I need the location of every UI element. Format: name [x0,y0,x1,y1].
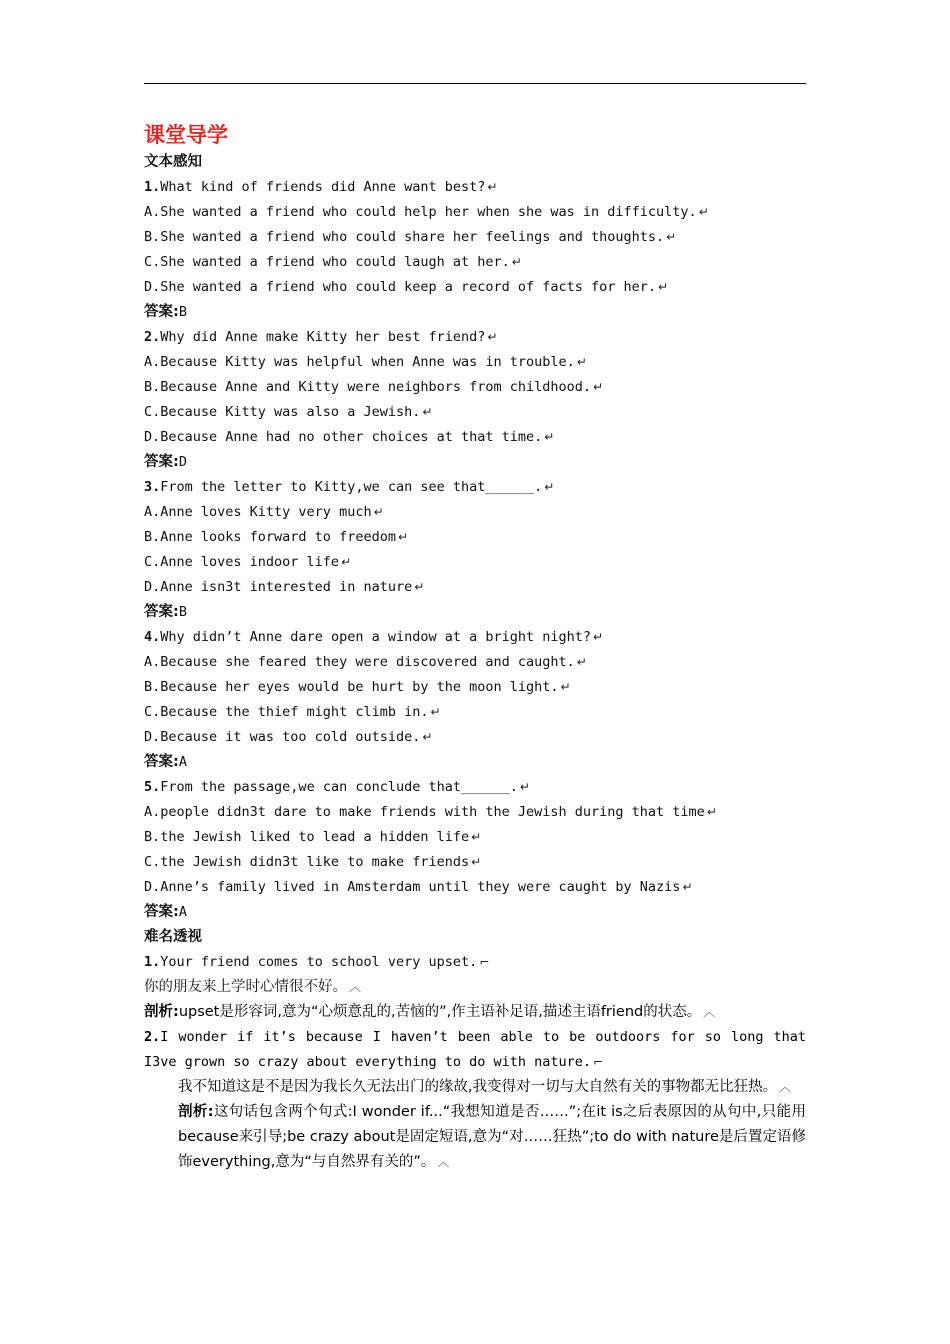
paragraph-mark-icon: ↵ [698,205,709,219]
option-text: C.She wanted a friend who could laugh at her. [144,254,510,270]
sentence-text: I wonder if it’s because I haven’t been able to be outdoors for so long that I3ve grown so crazy about everything to do with nature. [144,1029,806,1070]
option-c [144,400,806,425]
answer-value: A [178,904,187,920]
paragraph-mark-icon: ↵ [430,705,441,719]
answer-line [144,750,806,775]
analysis-text: 这句话包含两个句式:I wonder if...“我想知道是否……”;在it is之后表原因的从句中,只能用because来引导;be crazy about是固定短语,意为“对……狂热”;to do with nature是后置定语修饰everything,意为“与自然界有关的”。 [178,1104,806,1170]
sentence-number: 1. [144,954,161,970]
paragraph-mark-icon: ↵ [682,880,693,894]
answer-label: 答案: [144,604,179,620]
analysis-label: 剖析: [144,1004,179,1020]
option-text: D.Because Anne had no other choices at that time. [144,429,543,445]
fold-mark-icon: ︿ [349,980,362,994]
option-text: B.Because Anne and Kitty were neighbors from childhood. [144,379,592,395]
option-text: A.Because Kitty was helpful when Anne was in trouble. [144,354,575,370]
option-d [144,875,806,900]
answer-label: 答案: [144,754,179,770]
answer-label: 答案: [144,904,179,920]
translation-text: 我不知道这是不是因为我长久无法出门的缘故,我变得对一切与大自然有关的事物都无比狂热。 [178,1079,778,1095]
paragraph-mark-icon: ↵ [341,555,352,569]
option-a [144,500,806,525]
answer-line [144,300,806,325]
sentence-1-chinese [144,975,806,1000]
paragraph-mark-icon: ↵ [373,505,384,519]
answer-label: 答案: [144,454,179,470]
question-number: 3. [144,479,161,495]
paragraph-mark-icon: ↵ [576,655,587,669]
option-a [144,800,806,825]
fold-mark-icon: ︿ [779,1080,792,1094]
answer-line [144,600,806,625]
answer-line [144,900,806,925]
sentence-2-chinese [144,1075,806,1100]
answer-value: D [178,454,187,470]
option-text: C.the Jewish didn3t like to make friends [144,854,470,870]
paragraph-mark-icon: ↵ [544,480,555,494]
question-number: 4. [144,629,161,645]
paragraph-mark-icon: ↵ [487,180,498,194]
question-1 [144,175,806,200]
fold-mark-icon: ︿ [703,1005,716,1019]
paragraph-mark-icon: ↵ [511,255,522,269]
section-heading-text-perception: 文本感知 [144,154,202,170]
option-text: D.Anne’s family lived in Amsterdam until they were caught by Nazis [144,879,681,895]
paragraph-mark-icon: ↵ [560,680,571,694]
question-2 [144,325,806,350]
option-d [144,275,806,300]
analysis-text: upset是形容词,意为“心烦意乱的,苦恼的”,作主语补足语,描述主语friend的状态。 [178,1004,702,1020]
paragraph-mark-icon: ↵ [666,230,677,244]
paragraph-mark-icon: ↵ [593,630,604,644]
sentence-2-analysis [144,1100,806,1175]
option-d [144,575,806,600]
document-body [144,120,806,1175]
option-b [144,675,806,700]
answer-value: A [178,754,187,770]
option-text: C.Anne loves indoor life [144,554,340,570]
sentence-1-english [144,950,806,975]
option-d [144,425,806,450]
question-number: 1. [144,179,161,195]
line-mark-icon: ⌐ [479,955,490,969]
question-text: From the letter to Kitty,we can see that______. [160,479,543,495]
option-text: A.Because she feared they were discovered and caught. [144,654,575,670]
question-number: 2. [144,329,161,345]
fold-mark-icon: ︿ [437,1155,450,1169]
option-c [144,250,806,275]
paragraph-mark-icon: ↵ [576,355,587,369]
paragraph-mark-icon: ↵ [519,780,530,794]
option-text: A.people didn3t dare to make friends with the Jewish during that time [144,804,705,820]
line-mark-icon: ⌐ [593,1055,604,1069]
option-text: B.Anne looks forward to freedom [144,529,396,545]
answer-line [144,450,806,475]
paragraph-mark-icon: ↵ [414,580,425,594]
paragraph-mark-icon: ↵ [706,805,717,819]
paragraph-mark-icon: ↵ [544,430,555,444]
option-text: D.She wanted a friend who could keep a record of facts for her. [144,279,657,295]
option-b [144,225,806,250]
option-c [144,850,806,875]
paragraph-mark-icon: ↵ [397,530,409,544]
option-text: B.the Jewish liked to lead a hidden life [144,829,470,845]
option-c [144,700,806,725]
answer-label: 答案: [144,304,179,320]
sentence-1-analysis [144,1000,806,1025]
question-4 [144,625,806,650]
option-d [144,725,806,750]
paragraph-mark-icon: ↵ [422,730,433,744]
option-b [144,375,806,400]
paragraph-mark-icon: ↵ [487,330,498,344]
option-text: B.Because her eyes would be hurt by the moon light. [144,679,559,695]
question-number: 5. [144,779,161,795]
option-b [144,525,806,550]
option-a [144,200,806,225]
option-text: A.She wanted a friend who could help her when she was in difficulty. [144,204,697,220]
analysis-label: 剖析: [178,1104,214,1120]
question-5 [144,775,806,800]
header-rule [144,83,806,84]
question-text: Why did Anne make Kitty her best friend? [160,329,486,345]
option-text: B.She wanted a friend who could share her feelings and thoughts. [144,229,665,245]
paragraph-mark-icon: ↵ [422,405,433,419]
option-text: D.Anne isn3t interested in nature [144,579,413,595]
sentence-text: Your friend comes to school very upset. [160,954,478,970]
option-text: A.Anne loves Kitty very much [144,504,372,520]
option-b [144,825,806,850]
option-a [144,650,806,675]
paragraph-mark-icon: ↵ [593,380,604,394]
option-c [144,550,806,575]
option-text: C.Because the thief might climb in. [144,704,429,720]
paragraph-mark-icon: ↵ [471,830,482,844]
page-title: 课堂导学 [144,123,228,147]
question-3 [144,475,806,500]
option-a [144,350,806,375]
translation-text: 你的朋友来上学时心情很不好。 [144,979,347,995]
question-text: Why didn’t Anne dare open a window at a bright night? [160,629,592,645]
answer-value: B [178,304,187,320]
sentence-number: 2. [144,1029,161,1045]
option-text: D.Because it was too cold outside. [144,729,421,745]
sentence-2-english [144,1025,806,1075]
question-text: What kind of friends did Anne want best? [160,179,486,195]
question-text: From the passage,we can conclude that______. [160,779,518,795]
paragraph-mark-icon: ↵ [471,855,482,869]
section-heading-difficult-sentences: 难名透视 [144,929,202,945]
answer-value: B [178,604,187,620]
paragraph-mark-icon: ↵ [658,280,669,294]
option-text: C.Because Kitty was also a Jewish. [144,404,421,420]
